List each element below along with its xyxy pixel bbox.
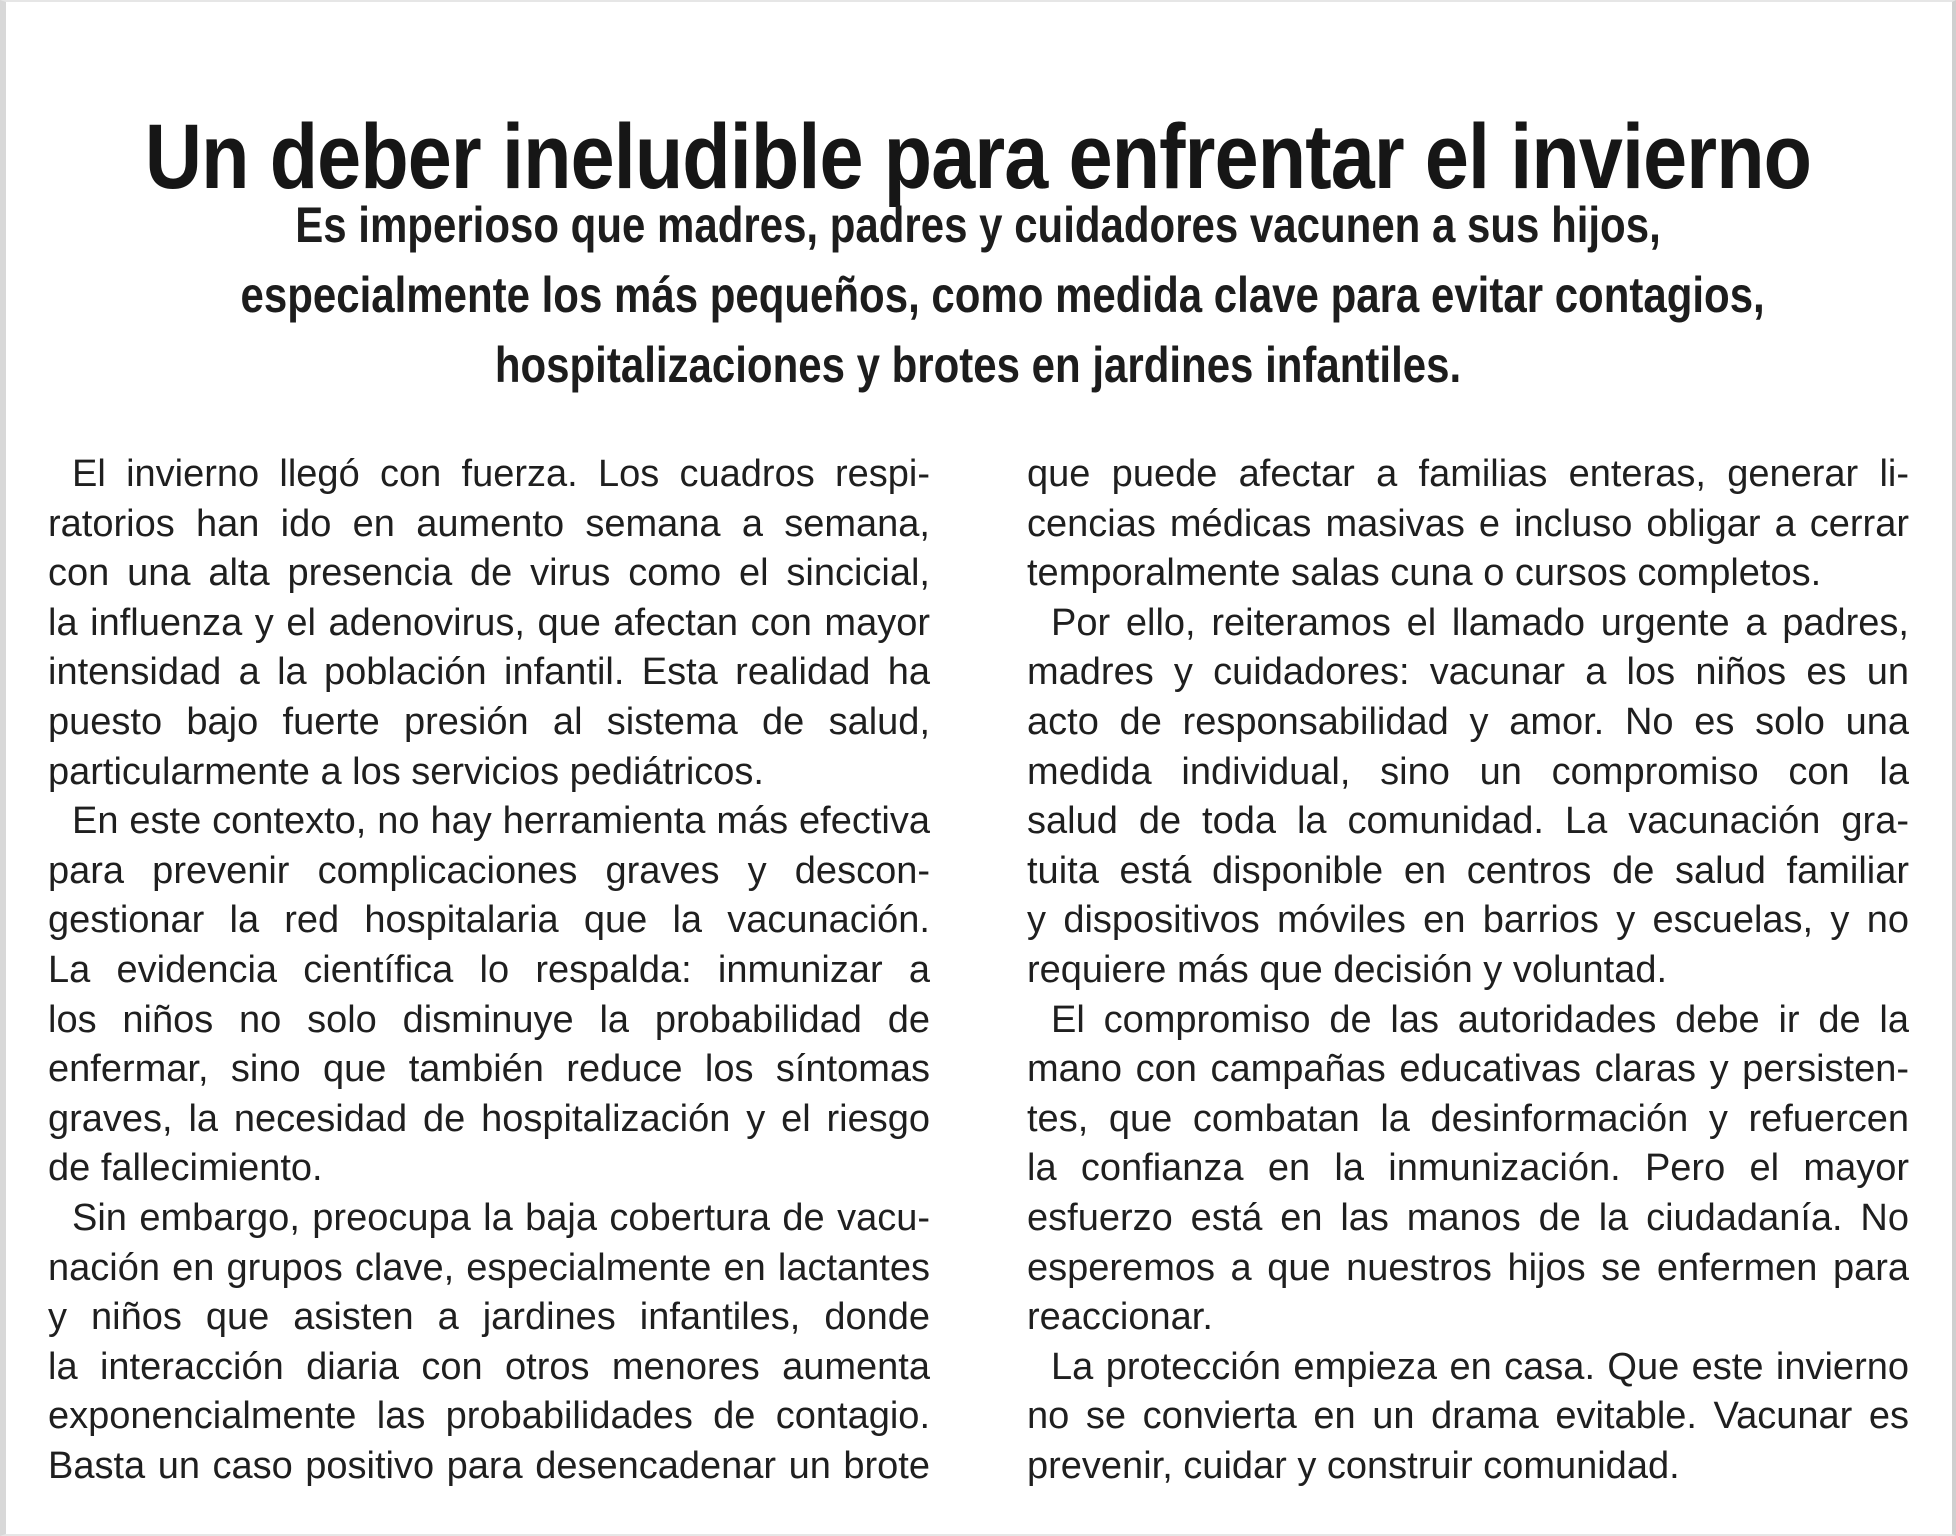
body-line: esfuerzo está en las manos de la ciudadanía. No bbox=[1027, 1196, 1909, 1239]
body-line: tuita está disponible en centros de salud familiar bbox=[1027, 849, 1909, 892]
body-line: con una alta presencia de virus como el sincicial, bbox=[48, 552, 930, 595]
body-column-left bbox=[48, 450, 930, 1491]
subhead-line: Es imperioso que madres, padres y cuidadores vacunen a sus hijos, bbox=[295, 197, 1661, 253]
subheadline bbox=[100, 190, 1856, 400]
body-line: El compromiso de las autoridades debe ir de la bbox=[1051, 998, 1909, 1041]
body-line: la influenza y el adenovirus, que afectan con mayor bbox=[48, 601, 930, 644]
body-line: La protección empieza en casa. Que este invierno bbox=[1051, 1345, 1909, 1388]
body-line: acto de responsabilidad y amor. No es solo una bbox=[1027, 700, 1909, 743]
body-line: y dispositivos móviles en barrios y escuelas, y no bbox=[1027, 899, 1909, 942]
body-line: Por ello, reiteramos el llamado urgente a padres, bbox=[1051, 601, 1909, 644]
body-line: exponencialmente las probabilidades de contagio. bbox=[48, 1395, 930, 1438]
body-line: temporalmente salas cuna o cursos completos. bbox=[1027, 552, 1822, 595]
body-line: requiere más que decisión y voluntad. bbox=[1027, 948, 1668, 991]
body-line: salud de toda la comunidad. La vacunación gra- bbox=[1027, 800, 1909, 843]
body-line: no se convierta en un drama evitable. Vacunar es bbox=[1027, 1395, 1909, 1438]
body-line: ratorios han ido en aumento semana a semana, bbox=[48, 502, 930, 545]
body-line: para prevenir complicaciones graves y descon- bbox=[48, 849, 930, 892]
body-line: que puede afectar a familias enteras, generar li- bbox=[1027, 453, 1909, 495]
body-line: y niños que asisten a jardines infantiles, donde bbox=[48, 1296, 930, 1339]
body-line: graves, la necesidad de hospitalización y el riesgo bbox=[48, 1097, 930, 1140]
body-line: medida individual, sino un compromiso con la bbox=[1027, 750, 1909, 793]
subhead-line: hospitalizaciones y brotes en jardines infantiles. bbox=[494, 337, 1462, 393]
body-line: tes, que combatan la desinformación y refuercen bbox=[1027, 1097, 1909, 1140]
body-line: reaccionar. bbox=[1027, 1296, 1213, 1339]
body-line: enfermar, sino que también reduce los síntomas bbox=[48, 1048, 930, 1091]
headline: Un deber ineludible para enfrentar el invierno bbox=[144, 105, 1812, 208]
body-line: gestionar la red hospitalaria que la vacunación. bbox=[48, 899, 930, 942]
body-line: En este contexto, no hay herramienta más efectiva bbox=[72, 800, 930, 843]
body-line: particularmente a los servicios pediátricos. bbox=[48, 750, 764, 793]
body-column-right bbox=[1027, 450, 1909, 1491]
body-line: prevenir, cuidar y construir comunidad. bbox=[1027, 1444, 1680, 1487]
subhead-line: especialmente los más pequeños, como medida clave para evitar contagios, bbox=[240, 267, 1765, 323]
body-line: esperemos a que nuestros hijos se enfermen para bbox=[1027, 1246, 1909, 1289]
body-line: mano con campañas educativas claras y persisten- bbox=[1027, 1048, 1909, 1091]
body-line: Basta un caso positivo para desencadenar un brote bbox=[48, 1444, 930, 1487]
body-line: los niños no solo disminuye la probabilidad de bbox=[48, 998, 930, 1041]
body-line: El invierno llegó con fuerza. Los cuadros respi- bbox=[72, 453, 930, 495]
body-line: de fallecimiento. bbox=[48, 1147, 323, 1190]
body-line: intensidad a la población infantil. Esta realidad ha bbox=[48, 651, 930, 694]
body-line: Sin embargo, preocupa la baja cobertura de vacu- bbox=[72, 1196, 930, 1239]
body-line: madres y cuidadores: vacunar a los niños es un bbox=[1027, 651, 1909, 694]
body-line: la confianza en la inmunización. Pero el mayor bbox=[1027, 1147, 1909, 1190]
body-line: la interacción diaria con otros menores aumenta bbox=[48, 1345, 930, 1388]
body-line: cencias médicas masivas e incluso obligar a cerrar bbox=[1027, 502, 1909, 545]
body-line: nación en grupos clave, especialmente en lactantes bbox=[48, 1246, 930, 1289]
body-line: puesto bajo fuerte presión al sistema de salud, bbox=[48, 700, 930, 743]
body-line: La evidencia científica lo respalda: inmunizar a bbox=[48, 948, 930, 991]
